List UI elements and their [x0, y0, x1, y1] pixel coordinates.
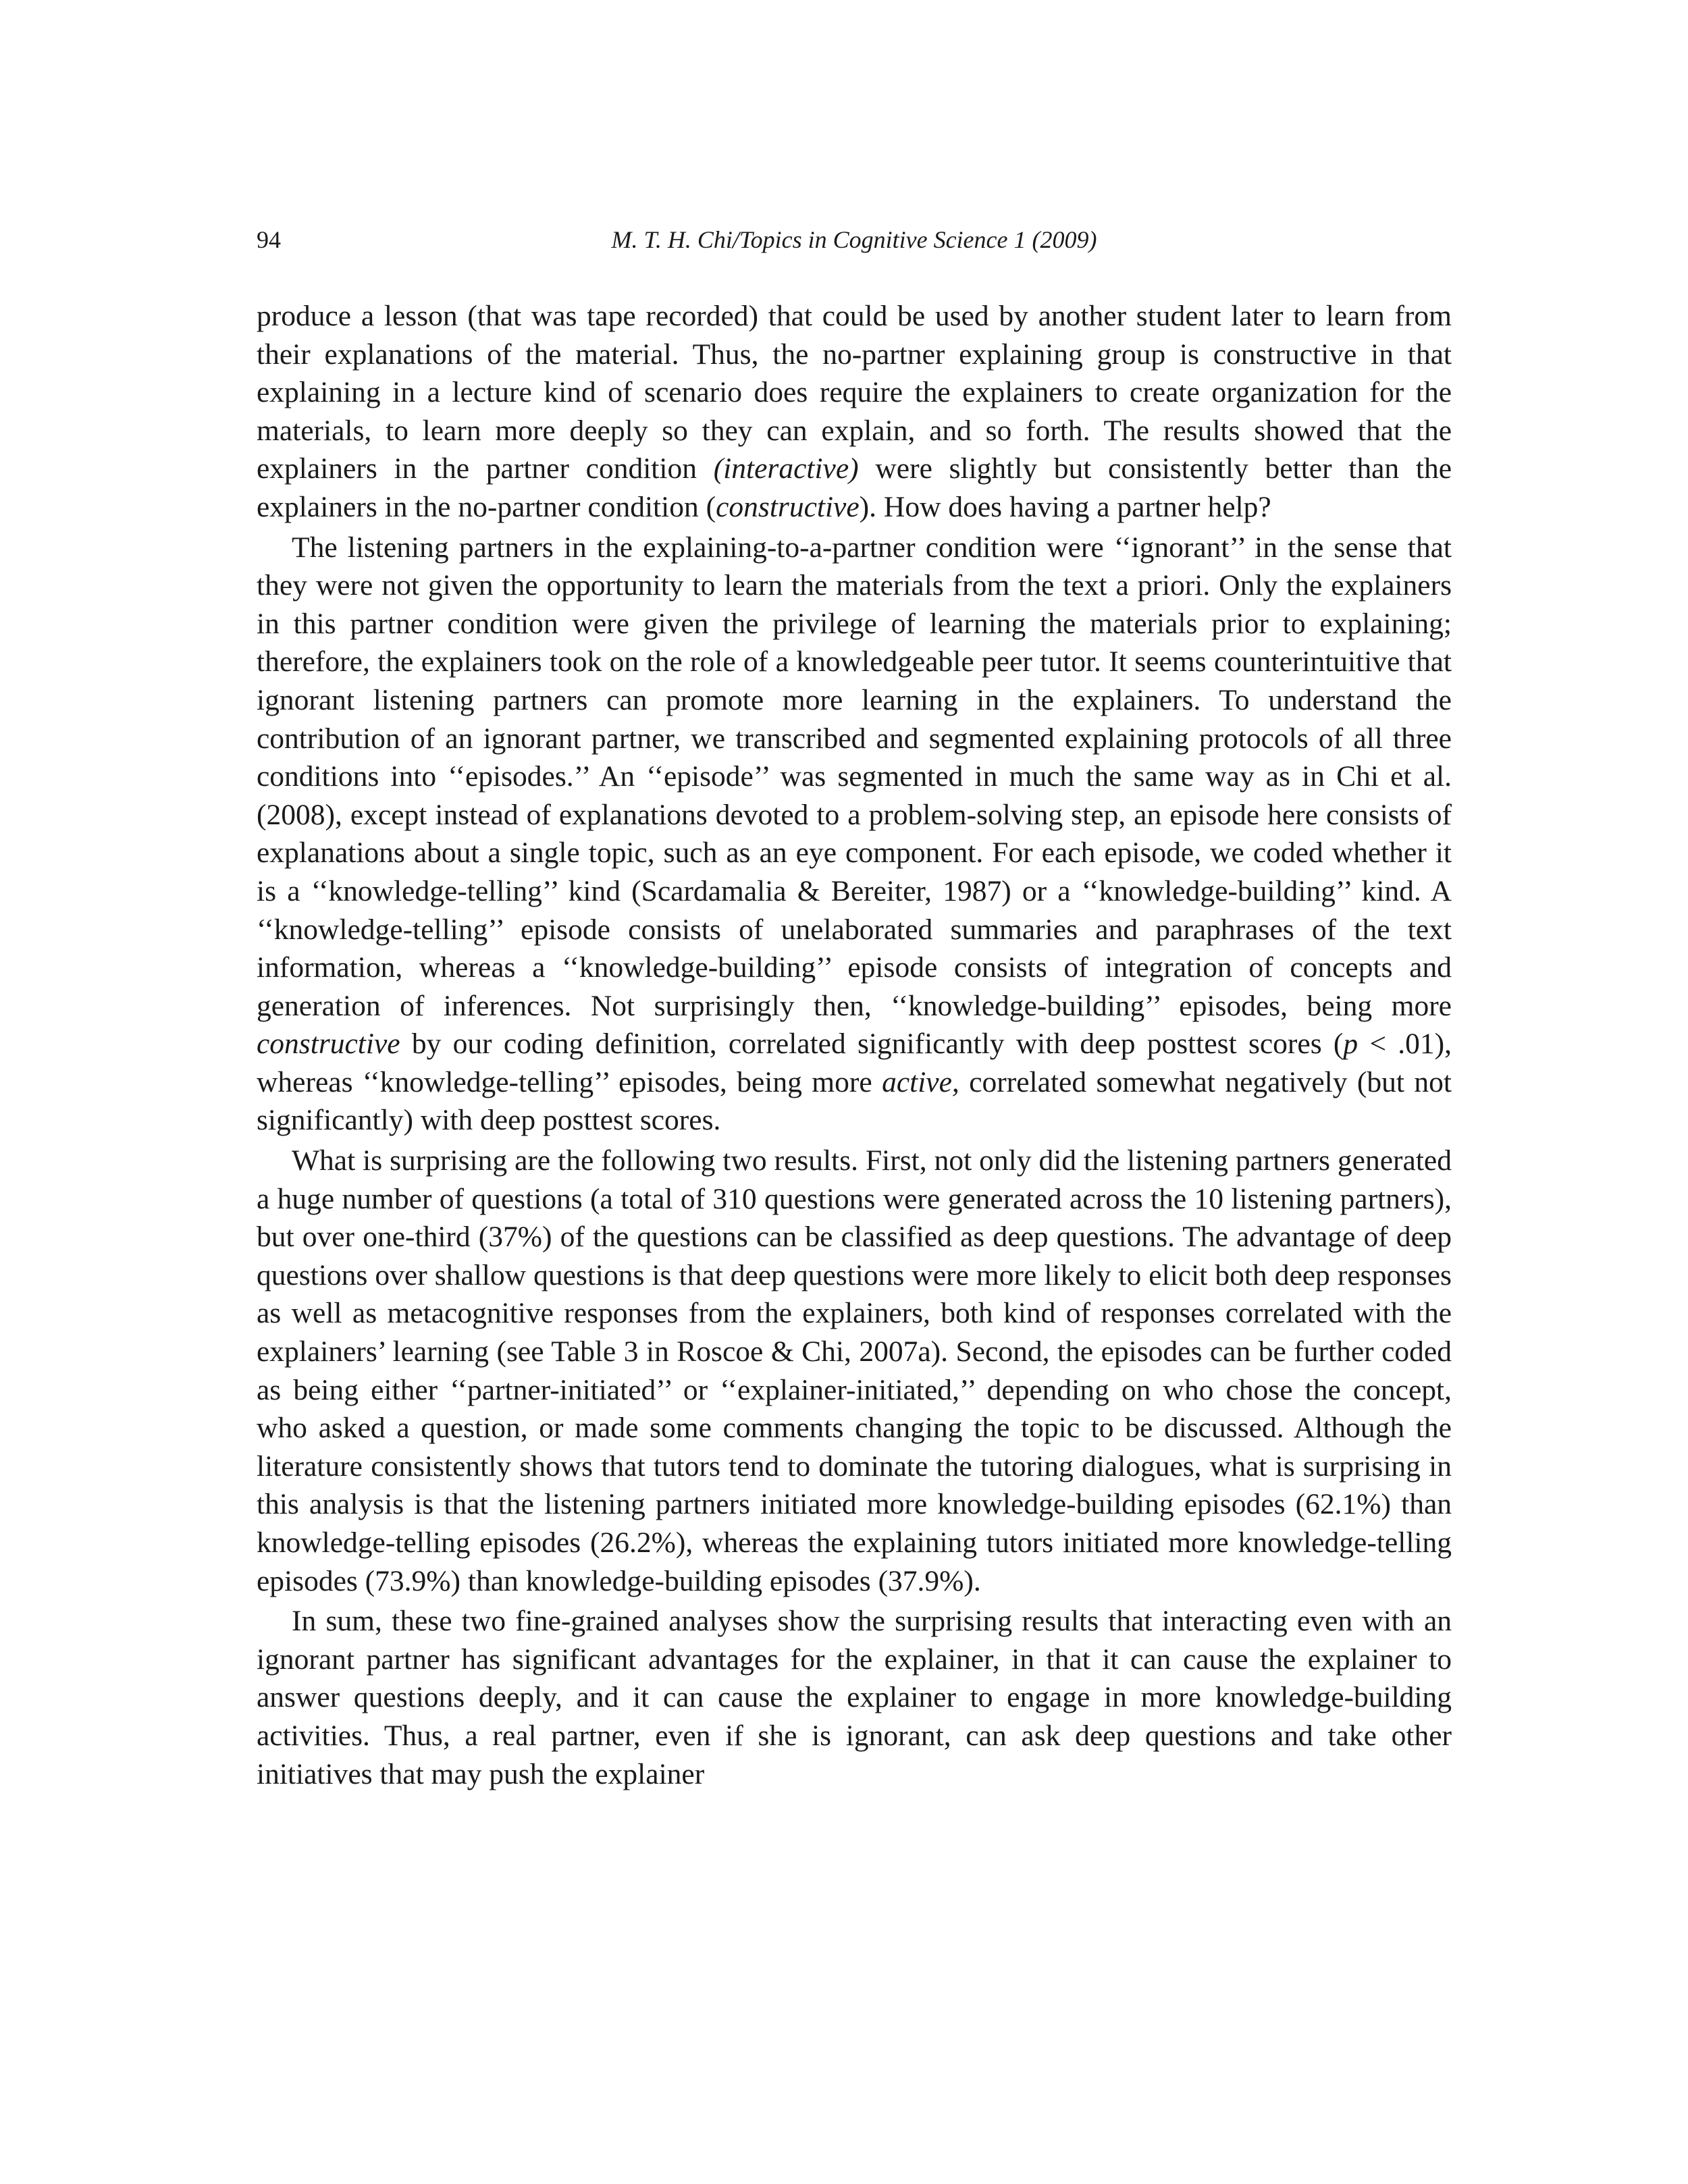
paragraph-1-italic-1: (interactive): [713, 452, 859, 485]
paragraph-2: [257, 529, 1452, 1140]
page-header: [257, 219, 1452, 260]
paragraph-2-italic-3: active,: [882, 1065, 959, 1098]
paragraph-1: [257, 297, 1452, 527]
paragraph-2-text-3: < .01), whereas ‘‘knowledge-telling’’ episodes, being more: [257, 1028, 1452, 1098]
paragraph-2-text-1: The listening partners in the explaining-to-a-partner condition were ‘‘ignorant’’ in the sense that they were not given the opportunity to learn the materials from the text a priori. Only the explainers in this partner condition were given the privilege of learning the materials prior to explaining; therefore, the explainers took on the role of a knowledgeable peer tutor. It seems counterintuitive that ignorant listening partners can promote more learning in the explainers. To understand the contribution of an ignorant partner, we transcribed and segmented explaining protocols of all three conditions into ‘‘episodes.’’ An ‘‘episode’’ was segmented in much the same way as in Chi et al. (2008), except instead of explanations devoted to a problem-solving step, an episode here consists of explanations about a single topic, such as an eye component. For each episode, we coded whether it is a ‘‘knowledge-telling’’ kind (Scardamalia & Bereiter, 1987) or a ‘‘knowledge-building’’ kind. A ‘‘knowledge-telling’’ episode consists of unelaborated summaries and paraphrases of the text information, whereas a ‘‘knowledge-building’’ episode consists of integration of concepts and generation of inferences. Not surprisingly then, ‘‘knowledge-building’’ episodes, being more: [257, 531, 1452, 1022]
running-head: M. T. H. Chi/Topics in Cognitive Science 1 (2009): [611, 226, 1097, 253]
paragraph-1-italic-2: constructive: [716, 490, 860, 523]
paragraph-1-text-3: ). How does having a partner help?: [859, 490, 1271, 523]
paragraph-2-text-2: by our coding definition, correlated significantly with deep posttest scores (: [400, 1028, 1344, 1061]
page-number: 94: [257, 226, 281, 253]
paragraph-1-text-1: produce a lesson (that was tape recorded) that could be used by another student later to learn from their explanations of the material. Thus, the no-partner explaining group is constructive in that explaining in a lecture kind of scenario does require the explainers to create organization for the materials, to learn more deeply so they can explain, and so forth. The results showed that the explainers in the partner condition: [257, 300, 1452, 485]
paragraph-2-italic-1: constructive: [257, 1028, 400, 1061]
paragraph-2-text-4: correlated somewhat negatively (but not significantly) with deep posttest scores.: [257, 1065, 1452, 1137]
body-text: [257, 297, 1452, 1793]
paragraph-1-text-2: were slightly but consistently better than the explainers in the no-partner condition (: [257, 452, 1452, 523]
paragraph-3: What is surprising are the following two results. First, not only did the listening partners generated a huge number of questions (a total of 310 questions were generated across the 10 listening partners), but over one-third (37%) of the questions can be classified as deep questions. The advantage of deep questions over shallow questions is that deep questions were more likely to elicit both deep responses as well as metacognitive responses from the explainers, both kind of responses correlated with the explainers’ learning (see Table 3 in Roscoe & Chi, 2007a). Second, the episodes can be further coded as being either ‘‘partner-initiated’’ or ‘‘explainer-initiated,’’ depending on who chose the concept, who asked a question, or made some comments changing the topic to be discussed. Although the literature consistently shows that tutors tend to dominate the tutoring dialogues, what is surprising in this analysis is that the listening partners initiated more knowledge-building episodes (62.1%) than knowledge-telling episodes (26.2%), whereas the explaining tutors initiated more knowledge-telling episodes (73.9%) than knowledge-building episodes (37.9%).: [257, 1144, 1452, 1597]
paragraph-2-italic-2: p: [1343, 1028, 1359, 1061]
paragraph-4: In sum, these two fine-grained analyses show the surprising results that interacting even with an ignorant partner has significant advantages for the explainer, in that it can cause the explainer to answer questions deeply, and it can cause the explainer to engage in more knowledge-building activities. Thus, a real partner, even if she is ignorant, can ask deep questions and take other initiatives that may push the explainer: [257, 1605, 1452, 1790]
